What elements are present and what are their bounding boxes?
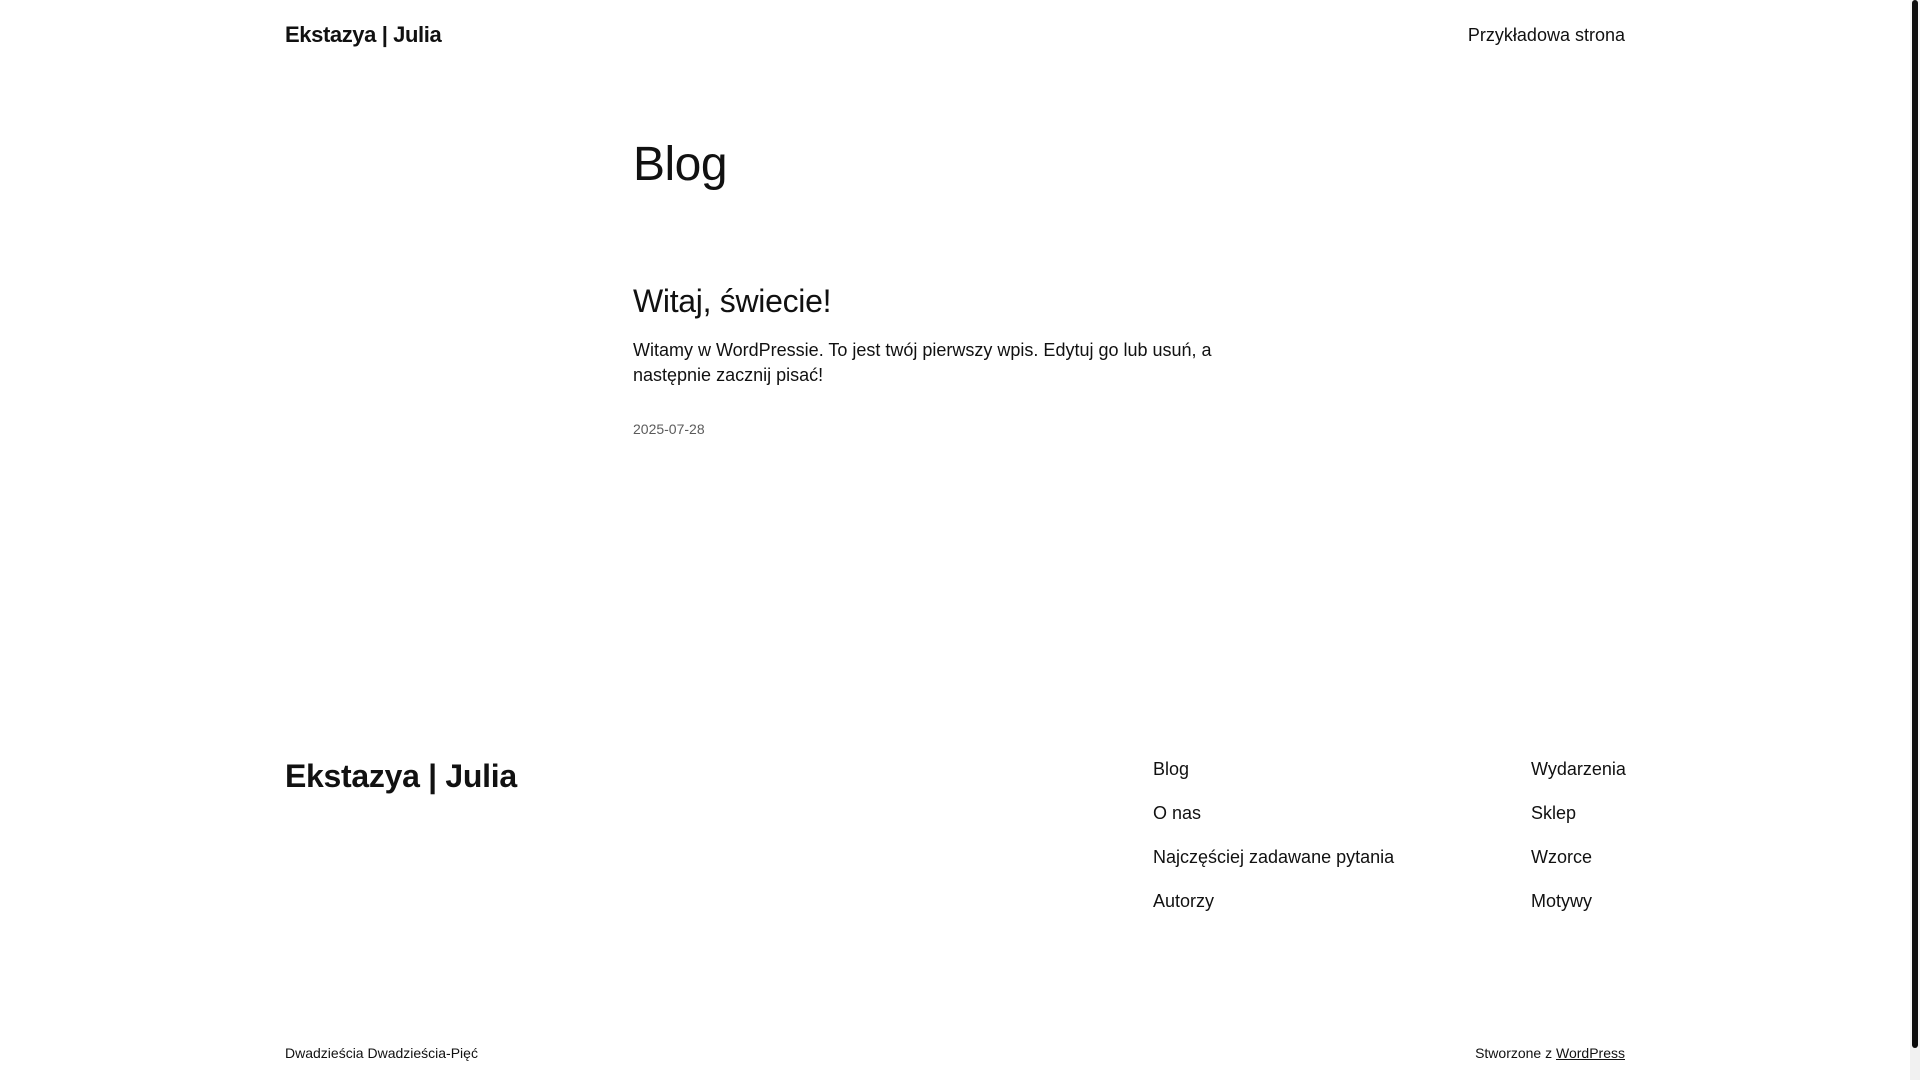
footer-nav-item [1531, 889, 1626, 913]
footer-link-themes[interactable]: Motywy [1531, 891, 1593, 911]
footer-nav-item [1531, 757, 1626, 781]
powered-by-text: Stworzone z [1475, 1045, 1553, 1061]
footer-nav-item [1531, 845, 1626, 869]
post-excerpt: Witamy w WordPressie. To jest twój pierwszy wpis. Edytuj go lub usuń, a następnie zacznij pisać! [633, 340, 1212, 385]
footer-link-events[interactable]: Wydarzenia [1531, 759, 1626, 779]
footer-link-shop[interactable]: Sklep [1531, 803, 1577, 823]
post-title-link[interactable]: Witaj, świecie! [633, 283, 832, 319]
footer-nav-item [1153, 757, 1394, 781]
footer-site-title-link[interactable]: Ekstazya | Julia [285, 758, 517, 794]
theme-credit: Dwadzieścia Dwadzieścia-Pięć [285, 1045, 478, 1061]
footer-link-authors[interactable]: Autorzy [1153, 891, 1215, 911]
footer-link-blog[interactable]: Blog [1153, 759, 1190, 779]
footer-nav-item [1153, 889, 1394, 913]
scrollbar-thumb[interactable] [1912, 0, 1918, 1048]
powered-by [1475, 1044, 1625, 1062]
wordpress-link[interactable]: WordPress [1556, 1045, 1625, 1061]
page-scrollbar[interactable] [1910, 0, 1920, 1080]
footer-nav-item [1531, 801, 1626, 825]
site-title-link[interactable]: Ekstazya | Julia [285, 22, 442, 47]
footer-nav-column-1 [1153, 757, 1394, 933]
nav-link-sample-page[interactable]: Przykładowa strona [1467, 25, 1625, 45]
page-title: Blog [633, 138, 728, 191]
footer-link-about[interactable]: O nas [1153, 803, 1202, 823]
footer-nav-item [1153, 845, 1394, 869]
footer-nav-column-2 [1531, 757, 1626, 933]
post-date-link[interactable]: 2025-07-28 [633, 421, 705, 437]
footer-nav-item [1153, 801, 1394, 825]
footer-link-patterns[interactable]: Wzorce [1531, 847, 1593, 867]
footer-link-faq[interactable]: Najczęściej zadawane pytania [1153, 847, 1395, 867]
